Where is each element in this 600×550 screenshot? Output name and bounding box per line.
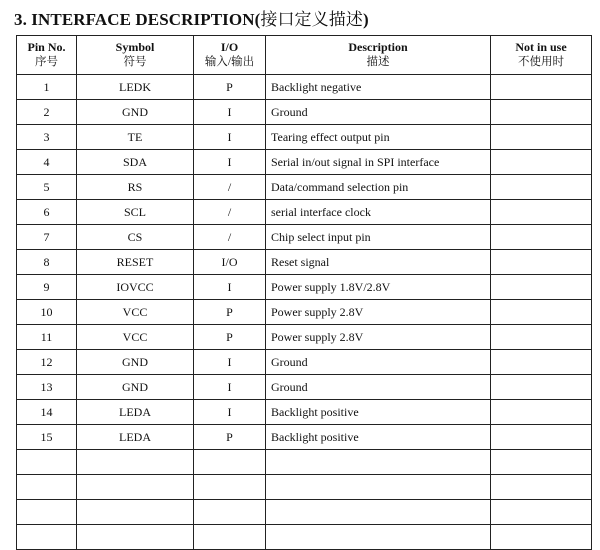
cell-not-in-use	[491, 525, 592, 550]
cell-description: Ground	[266, 375, 491, 400]
cell-pin-no	[17, 475, 77, 500]
cell-not-in-use	[491, 175, 592, 200]
cell-symbol: LEDK	[77, 75, 194, 100]
cell-description: Backlight positive	[266, 400, 491, 425]
cell-description: Serial in/out signal in SPI interface	[266, 150, 491, 175]
header-pin-no-en: Pin No.	[27, 40, 66, 54]
cell-description: Reset signal	[266, 250, 491, 275]
cell-io: I	[194, 275, 266, 300]
table-row-empty	[17, 500, 592, 525]
cell-io: P	[194, 325, 266, 350]
cell-symbol: SCL	[77, 200, 194, 225]
cell-not-in-use	[491, 375, 592, 400]
section-title	[14, 5, 369, 30]
cell-pin-no: 3	[17, 125, 77, 150]
header-io	[194, 36, 266, 75]
cell-not-in-use	[491, 350, 592, 375]
cell-pin-no	[17, 525, 77, 550]
cell-description	[266, 450, 491, 475]
cell-not-in-use	[491, 475, 592, 500]
cell-symbol	[77, 500, 194, 525]
cell-io: I	[194, 400, 266, 425]
cell-not-in-use	[491, 500, 592, 525]
cell-not-in-use	[491, 425, 592, 450]
table-row	[17, 275, 592, 300]
cell-io	[194, 500, 266, 525]
table-row	[17, 350, 592, 375]
section-title-main: 3. INTERFACE DESCRIPTION(	[14, 10, 261, 29]
table-row	[17, 325, 592, 350]
cell-description: Power supply 2.8V	[266, 325, 491, 350]
cell-io: I	[194, 125, 266, 150]
cell-symbol: GND	[77, 375, 194, 400]
cell-description	[266, 525, 491, 550]
cell-not-in-use	[491, 400, 592, 425]
table-row	[17, 250, 592, 275]
cell-symbol: RESET	[77, 250, 194, 275]
cell-io: P	[194, 300, 266, 325]
cell-io: I	[194, 375, 266, 400]
header-not-in-use	[491, 36, 592, 75]
cell-pin-no: 15	[17, 425, 77, 450]
cell-pin-no: 1	[17, 75, 77, 100]
header-pin-no-cn: 序号	[35, 56, 58, 68]
table-row	[17, 200, 592, 225]
table-row	[17, 300, 592, 325]
cell-description: Chip select input pin	[266, 225, 491, 250]
section-title-cn: 接口定义描述	[260, 10, 363, 29]
table-row	[17, 400, 592, 425]
cell-not-in-use	[491, 75, 592, 100]
header-io-cn: 输入/输出	[204, 56, 255, 68]
cell-io: /	[194, 175, 266, 200]
cell-pin-no: 6	[17, 200, 77, 225]
cell-description: Data/command selection pin	[266, 175, 491, 200]
cell-description: serial interface clock	[266, 200, 491, 225]
cell-description	[266, 475, 491, 500]
table-body	[17, 75, 592, 550]
header-not-in-use-cn: 不使用时	[518, 56, 564, 68]
cell-symbol: CS	[77, 225, 194, 250]
table-row	[17, 175, 592, 200]
cell-io: I	[194, 100, 266, 125]
cell-io	[194, 450, 266, 475]
cell-io: P	[194, 425, 266, 450]
cell-io: I/O	[194, 250, 266, 275]
table-row	[17, 225, 592, 250]
cell-not-in-use	[491, 300, 592, 325]
cell-not-in-use	[491, 225, 592, 250]
table-row	[17, 75, 592, 100]
cell-io: I	[194, 350, 266, 375]
cell-pin-no: 9	[17, 275, 77, 300]
cell-description	[266, 500, 491, 525]
cell-io: I	[194, 150, 266, 175]
cell-pin-no: 4	[17, 150, 77, 175]
header-symbol	[77, 36, 194, 75]
cell-symbol: VCC	[77, 300, 194, 325]
cell-io	[194, 525, 266, 550]
table-header-row	[17, 36, 592, 75]
header-description-cn: 描述	[366, 56, 390, 68]
cell-not-in-use	[491, 450, 592, 475]
header-pin-no	[17, 36, 77, 75]
cell-pin-no: 13	[17, 375, 77, 400]
cell-symbol: VCC	[77, 325, 194, 350]
cell-pin-no: 2	[17, 100, 77, 125]
cell-not-in-use	[491, 125, 592, 150]
header-symbol-cn: 符号	[123, 56, 147, 68]
cell-not-in-use	[491, 250, 592, 275]
cell-pin-no: 8	[17, 250, 77, 275]
header-io-en: I/O	[220, 40, 239, 54]
cell-io	[194, 475, 266, 500]
cell-symbol: LEDA	[77, 400, 194, 425]
table-row	[17, 100, 592, 125]
cell-description: Backlight negative	[266, 75, 491, 100]
table-row-empty	[17, 525, 592, 550]
cell-symbol	[77, 475, 194, 500]
table-row	[17, 150, 592, 175]
cell-io: /	[194, 225, 266, 250]
table-row-empty	[17, 450, 592, 475]
header-not-in-use-en: Not in use	[515, 40, 567, 54]
cell-description: Power supply 1.8V/2.8V	[266, 275, 491, 300]
cell-symbol	[77, 525, 194, 550]
cell-pin-no: 12	[17, 350, 77, 375]
cell-symbol: TE	[77, 125, 194, 150]
cell-not-in-use	[491, 325, 592, 350]
cell-not-in-use	[491, 275, 592, 300]
cell-description: Ground	[266, 350, 491, 375]
cell-io: /	[194, 200, 266, 225]
table-row	[17, 425, 592, 450]
cell-description: Backlight positive	[266, 425, 491, 450]
cell-pin-no	[17, 500, 77, 525]
header-symbol-en: Symbol	[115, 40, 155, 54]
cell-symbol	[77, 450, 194, 475]
header-description	[266, 36, 491, 75]
cell-not-in-use	[491, 100, 592, 125]
cell-symbol: SDA	[77, 150, 194, 175]
section-title-close: )	[362, 10, 369, 29]
cell-symbol: GND	[77, 350, 194, 375]
cell-io: P	[194, 75, 266, 100]
cell-pin-no: 5	[17, 175, 77, 200]
cell-symbol: IOVCC	[77, 275, 194, 300]
cell-not-in-use	[491, 150, 592, 175]
interface-table	[16, 35, 592, 550]
cell-pin-no	[17, 450, 77, 475]
cell-description: Ground	[266, 100, 491, 125]
cell-pin-no: 10	[17, 300, 77, 325]
table-row	[17, 125, 592, 150]
cell-not-in-use	[491, 200, 592, 225]
cell-pin-no: 11	[17, 325, 77, 350]
cell-symbol: RS	[77, 175, 194, 200]
cell-pin-no: 14	[17, 400, 77, 425]
cell-description: Tearing effect output pin	[266, 125, 491, 150]
cell-pin-no: 7	[17, 225, 77, 250]
cell-description: Power supply 2.8V	[266, 300, 491, 325]
table-row-empty	[17, 475, 592, 500]
cell-symbol: LEDA	[77, 425, 194, 450]
header-description-en: Description	[348, 40, 408, 54]
cell-symbol: GND	[77, 100, 194, 125]
table-row	[17, 375, 592, 400]
